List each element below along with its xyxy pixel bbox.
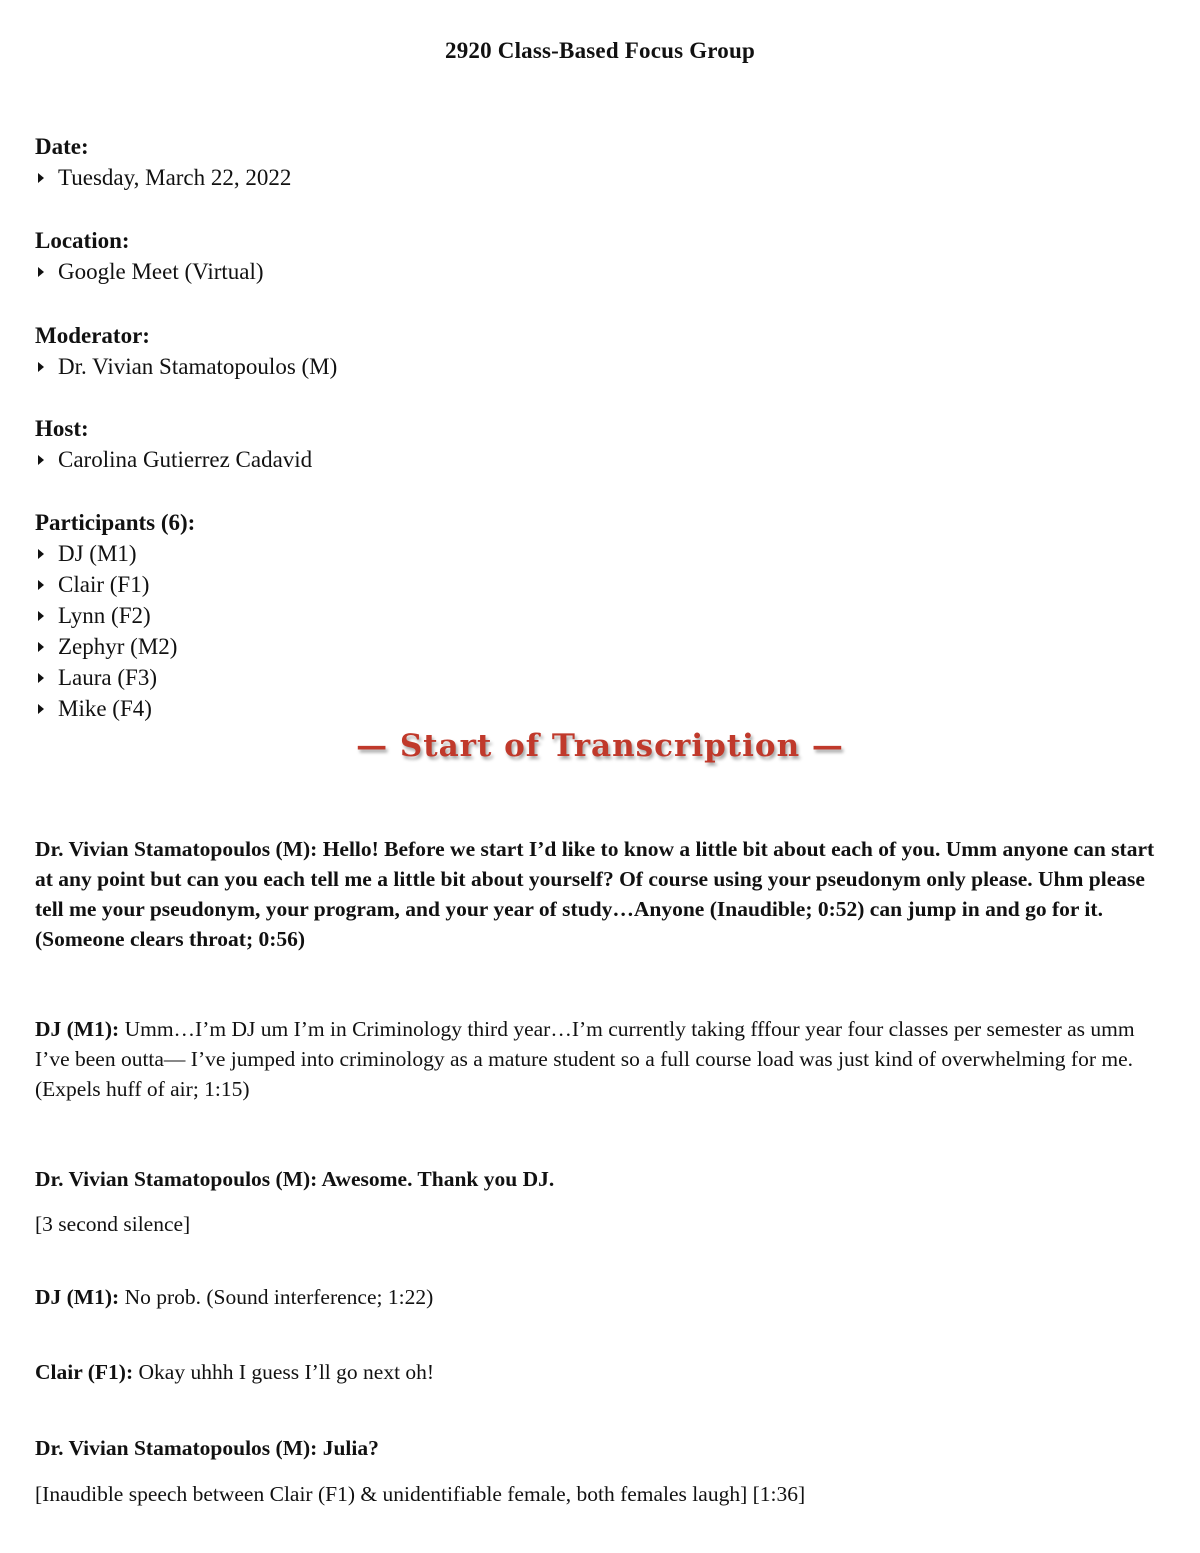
transcript-entry xyxy=(35,1164,1170,1194)
participant-item xyxy=(35,538,735,569)
participants-section xyxy=(35,507,735,724)
document-title: 2920 Class-Based Focus Group xyxy=(445,38,755,63)
location-value: Google Meet (Virtual) xyxy=(58,259,264,284)
moderator-section xyxy=(35,320,735,382)
speaker-name: DJ (M1): xyxy=(35,1285,120,1309)
start-of-transcription-banner: — Start of Transcription — xyxy=(356,728,844,764)
host-section xyxy=(35,413,735,475)
transcript-entry xyxy=(35,1433,1170,1463)
date-item xyxy=(35,162,735,193)
speaker-name: Clair (F1): xyxy=(35,1360,134,1384)
participant-name: DJ (M1) xyxy=(58,541,137,566)
triangle-bullet-icon xyxy=(38,673,44,683)
triangle-bullet-icon xyxy=(38,580,44,590)
location-label: Location: xyxy=(35,228,130,253)
speaker-name: Dr. Vivian Stamatopoulos (M): xyxy=(35,1167,318,1191)
participant-name: Lynn (F2) xyxy=(58,603,151,628)
moderator-value: Dr. Vivian Stamatopoulos (M) xyxy=(58,354,338,379)
transcript-entry xyxy=(35,834,1170,954)
host-item xyxy=(35,444,735,475)
host-value: Carolina Gutierrez Cadavid xyxy=(58,447,313,472)
speech-text: Awesome. Thank you DJ. xyxy=(317,1167,555,1191)
speech-text: Umm…I’m DJ um I’m in Criminology third year…I’m currently taking fffour year four classes per semester as umm I’ve been outta— I’ve jumped into criminology as a mature student so a full course load was just kind of overwhelming for me. (Expels huff of air; 1:15) xyxy=(35,1017,1135,1101)
triangle-bullet-icon xyxy=(38,267,44,277)
speech-text: No prob. (Sound interference; 1:22) xyxy=(119,1285,434,1309)
participant-item xyxy=(35,662,735,693)
transcript-entry xyxy=(35,1014,1170,1104)
moderator-label: Moderator: xyxy=(35,323,150,348)
triangle-bullet-icon xyxy=(38,455,44,465)
participant-item xyxy=(35,569,735,600)
host-label: Host: xyxy=(35,416,89,441)
transcript-note: [Inaudible speech between Clair (F1) & unidentifiable female, both females laugh] [1:36] xyxy=(35,1482,806,1506)
participant-name: Clair (F1) xyxy=(58,572,150,597)
speaker-name: DJ (M1): xyxy=(35,1017,120,1041)
speaker-name: Dr. Vivian Stamatopoulos (M): xyxy=(35,837,318,861)
participant-item xyxy=(35,693,735,724)
date-section xyxy=(35,131,735,193)
participants-label: Participants (6): xyxy=(35,510,196,535)
transcript-note: [3 second silence] xyxy=(35,1212,191,1236)
speech-text: Hello! Before we start I’d like to know a little bit about each of you. Umm anyone can start at any point but can you each tell me a little bit about yourself? Of course using your pseudonym only please. Uhm please tell me your pseudonym, your program, and your year of study…Anyone (Inaudible; 0:52) can jump in and go for it. (Someone clears throat; 0:56) xyxy=(35,837,1155,951)
location-item xyxy=(35,256,735,287)
transcript-entry xyxy=(35,1357,1170,1387)
location-section xyxy=(35,225,735,287)
speech-text: Julia? xyxy=(317,1436,379,1460)
triangle-bullet-icon xyxy=(38,642,44,652)
triangle-bullet-icon xyxy=(38,173,44,183)
date-label: Date: xyxy=(35,134,89,159)
date-value: Tuesday, March 22, 2022 xyxy=(58,165,292,190)
participant-name: Zephyr (M2) xyxy=(58,634,178,659)
speech-text: Okay uhhh I guess I’ll go next oh! xyxy=(133,1360,435,1384)
triangle-bullet-icon xyxy=(38,362,44,372)
moderator-item xyxy=(35,351,735,382)
speaker-name: Dr. Vivian Stamatopoulos (M): xyxy=(35,1436,318,1460)
transcript-entry xyxy=(35,1282,1170,1312)
triangle-bullet-icon xyxy=(38,611,44,621)
participant-item xyxy=(35,600,735,631)
participant-name: Laura (F3) xyxy=(58,665,157,690)
participant-item xyxy=(35,631,735,662)
participant-name: Mike (F4) xyxy=(58,696,152,721)
triangle-bullet-icon xyxy=(38,549,44,559)
triangle-bullet-icon xyxy=(38,704,44,714)
